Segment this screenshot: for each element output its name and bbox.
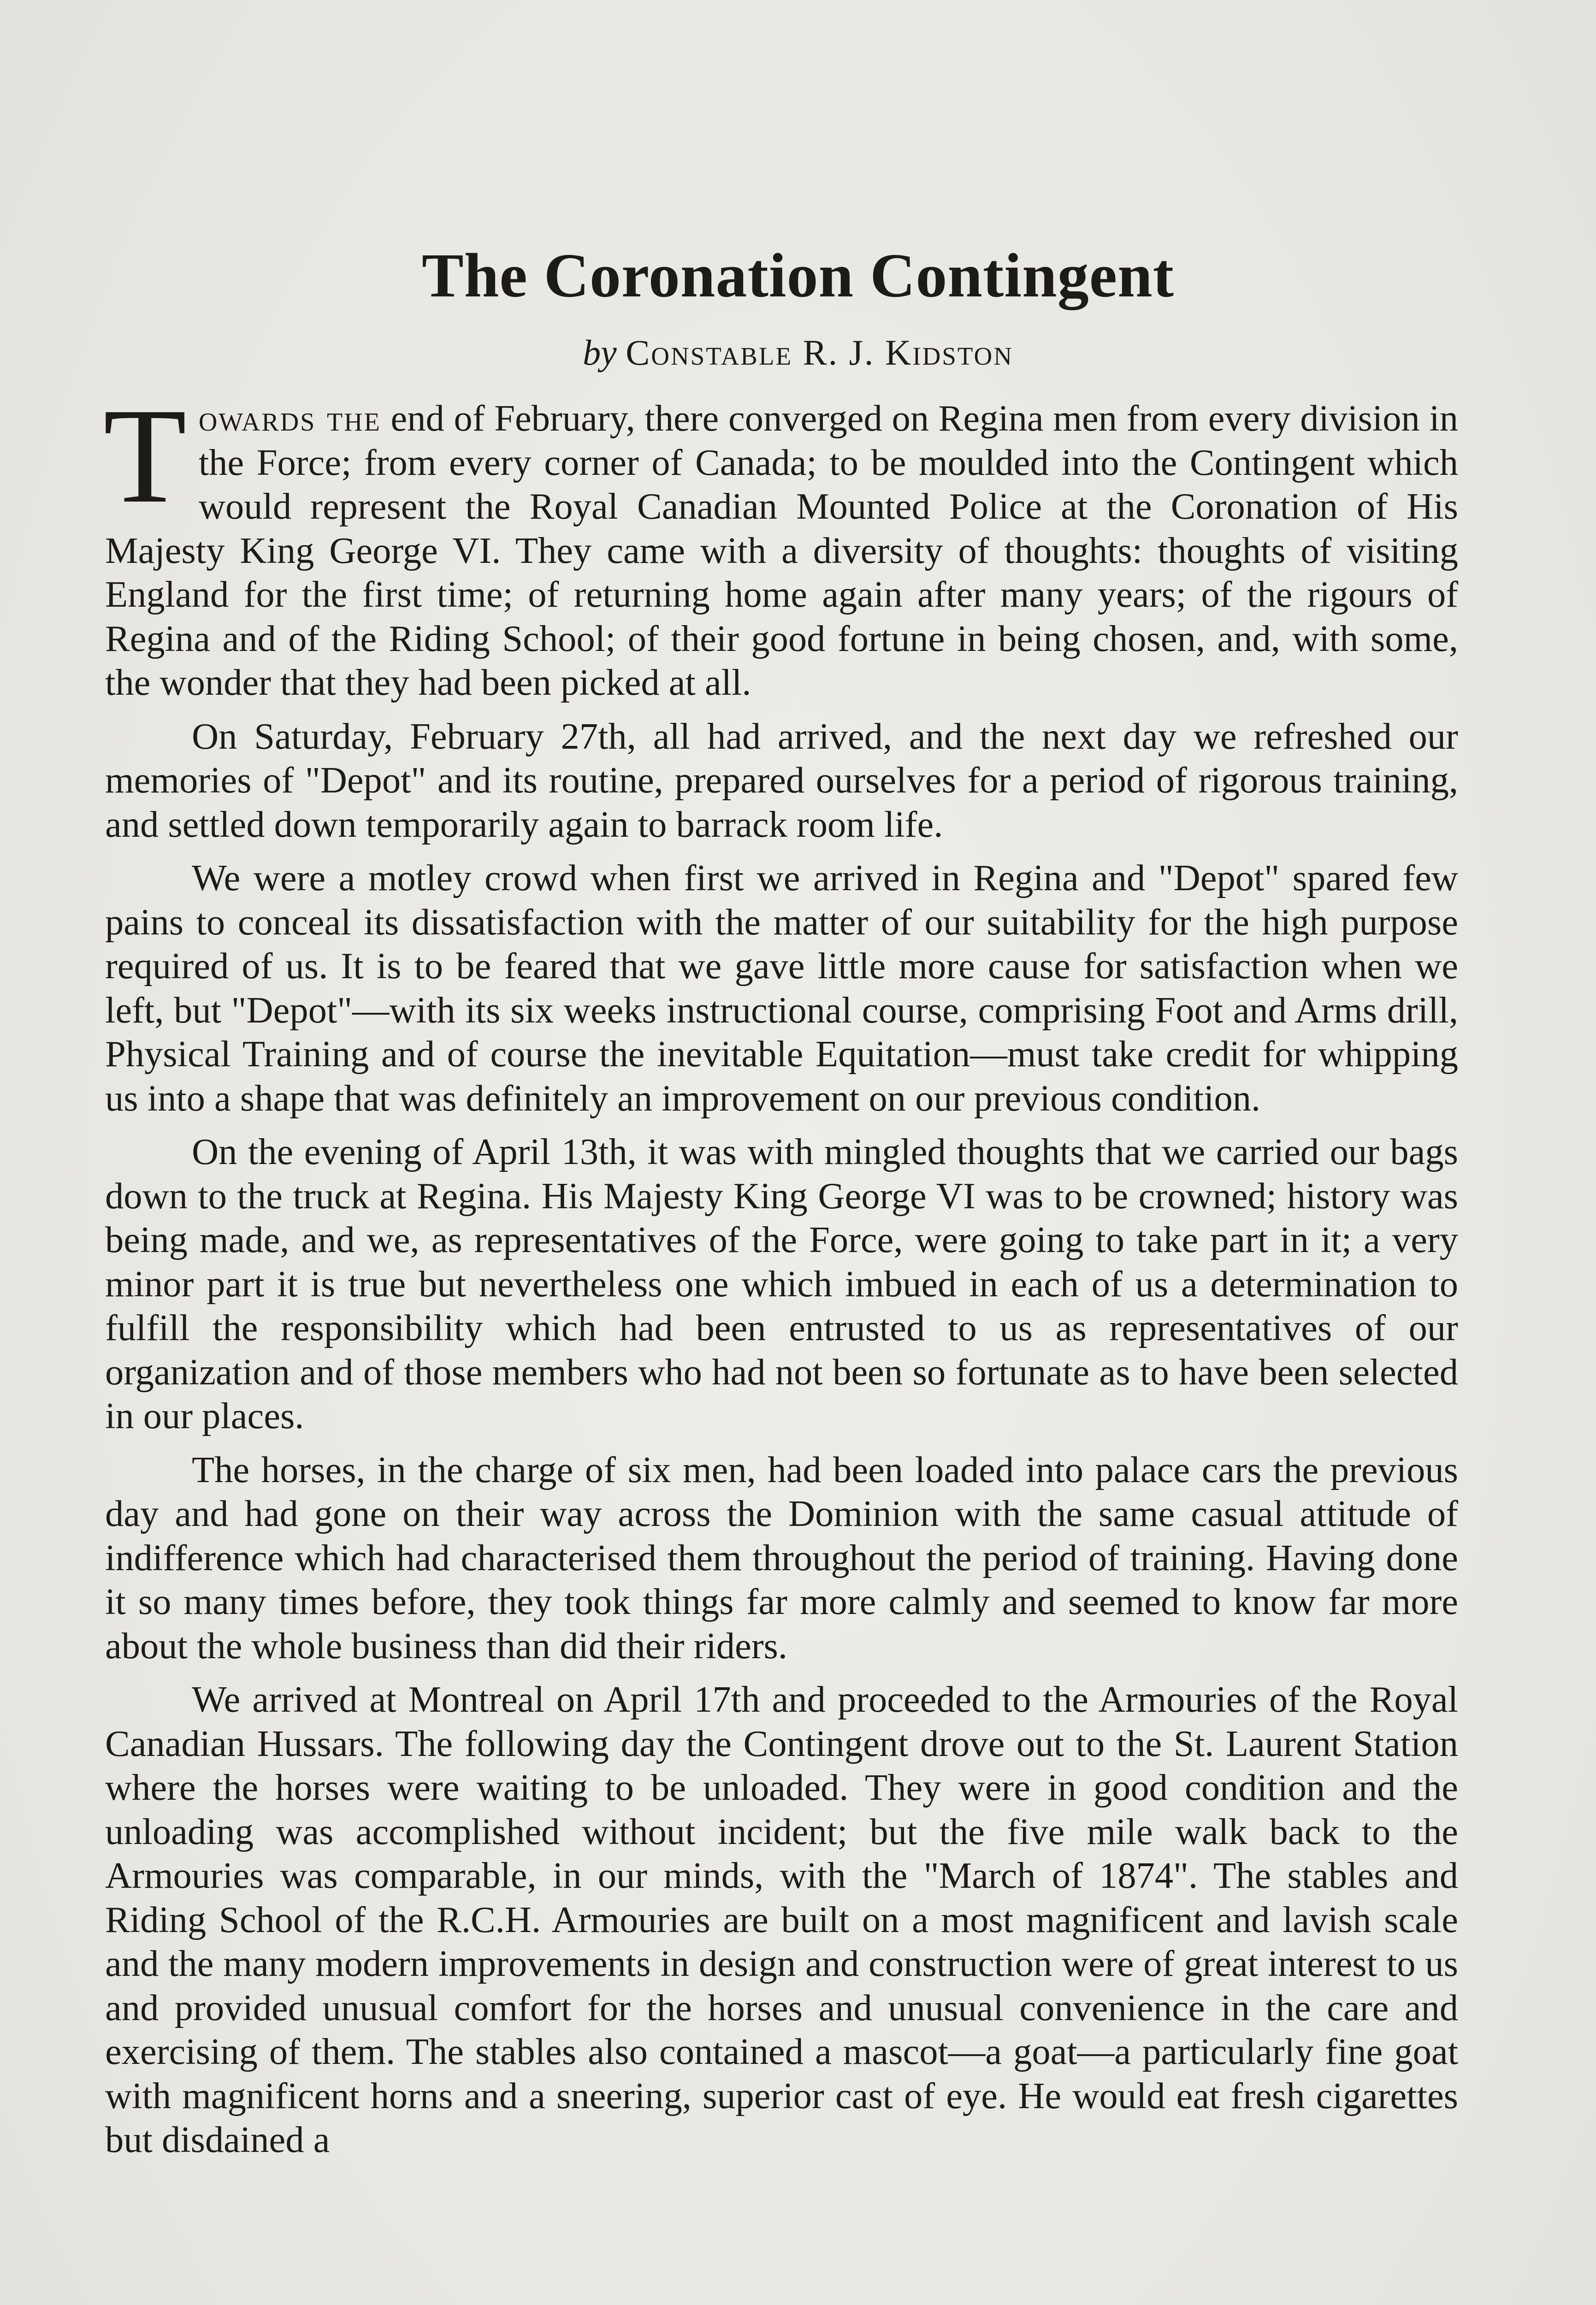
paragraph-1: [103, 380, 1459, 705]
drop-cap: T: [103, 380, 187, 532]
article-body: [103, 380, 1459, 2172]
paragraph-2: On Saturday, February 27th, all had arrived, and the next day we refreshed our memories of "Depot" and its routine, prepared ourselves for a period of rigorous training, and settled down temporarily again to barrack room life.: [105, 715, 1458, 845]
byline: [0, 332, 1596, 373]
author-name: Constable R. J. Kidston: [626, 332, 1013, 372]
paragraph-3: We were a motley crowd when first we arrived in Regina and "Depot" spared few pains to conceal its dissatisfaction with the matter of our suitability for the high purpose required of us. It is to be feared that we gave little more cause for satisfaction when we left, but "Depot"—with its six weeks instructional course, comprising Foot and Arms drill, Physical Training and of course the inevitable Equitation—must take credit for whipping us into a shape that was definitely an improvement on our previous condition.: [105, 857, 1458, 1119]
lead-in-small-caps: owards the: [198, 398, 381, 439]
article-title: The Coronation Contingent: [421, 241, 1175, 310]
byline-prefix: by: [583, 332, 617, 372]
paragraph-6: We arrived at Montreal on April 17th and proceeded to the Armouries of the Royal Canadian Hussars. The following day the Contingent drove out to the St. Laurent Station where the horses were waiting to be unloaded. They were in good condition and the unloading was accomplished without incident; but the five mile walk back to the Armouries was comparable, in our minds, with the "March of 1874". The stables and Riding School of the R.C.H. Armouries are built on a most magnificent and lavish scale and the many modern improvements in design and construction were of great interest to us and provided unusual comfort for the horses and unusual convenience in the care and exercising of them. The stables also contained a mascot—a goat—a particularly fine goat with magnificent horns and a sneering, superior cast of eye. He would eat fresh cigarettes but disdained a: [105, 1679, 1458, 2160]
paragraph-4: On the evening of April 13th, it was with mingled thoughts that we carried our bags down to the truck at Regina. His Majesty King George VI was to be crowned; history was being made, and we, as representatives of the Force, were going to take part in it; a very minor part it is true but nevertheless one which imbued in each of us a determination to fulfill the responsibility which had been entrusted to us as representatives of our organization and of those members who had not been so fortunate as to have been selected in our places.: [105, 1131, 1458, 1436]
paragraph-5: The horses, in the charge of six men, had been loaded into palace cars the previous day and had gone on their way across the Dominion with the same casual attitude of indifference which had characterised them throughout the period of training. Having done it so many times before, they took things far more calmly and seemed to know far more about the whole business than did their riders.: [105, 1449, 1458, 1667]
paragraph-1-text: end of February, there converged on Regina men from every division in the Force; from every corner of Canada; to be moulded into the Contingent which would represent the Royal Canadian Mounted Police at the Coronation of His Majesty King George VI. They came with a diversity of thoughts: thoughts of visiting England for the first time; of returning home again after many years; of the rigours of Regina and of the Riding School; of their good fortune in being chosen, and, with some, the wonder that they had been picked at all.: [105, 398, 1459, 703]
